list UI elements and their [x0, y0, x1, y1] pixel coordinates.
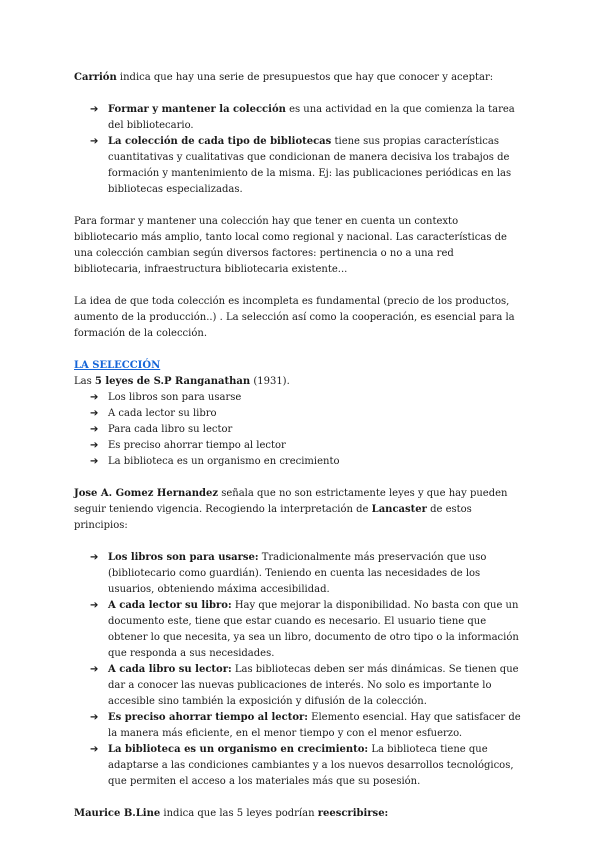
laws-intro: [74, 374, 522, 390]
interpretations-list: [74, 550, 522, 790]
list-item: [74, 438, 522, 454]
list-item: [74, 134, 522, 198]
arrow-icon: ➔: [90, 408, 99, 419]
arrow-icon: ➔: [90, 712, 99, 723]
bullet-term: La colección de cada tipo de bibliotecas: [108, 136, 332, 147]
law-text: Para cada libro su lector: [108, 424, 233, 435]
intro-paragraph: [74, 70, 522, 86]
list-item: [74, 662, 522, 710]
arrow-icon: ➔: [90, 456, 99, 467]
list-item: [74, 710, 522, 742]
law-text: La biblioteca es un organismo en crecimiento: [108, 456, 340, 467]
arrow-icon: ➔: [90, 600, 99, 611]
list-item: [74, 550, 522, 598]
gomez-text-end: de estos principios:: [74, 504, 472, 531]
interpretation-text: Hay que mejorar la disponibilidad. No basta con que un documento este, tiene que estar cuando es necesario. El usuario tiene que obtener lo que necesita, ya sea un libro, documento de otro tipo o la información que responda a sus necesidades.: [108, 600, 519, 659]
list-item: [74, 406, 522, 422]
list-item: [74, 598, 522, 662]
author-lancaster: Lancaster: [371, 504, 427, 515]
arrow-icon: ➔: [90, 552, 99, 563]
gomez-paragraph: [74, 486, 522, 534]
section-heading: LA SELECCIÓN: [74, 360, 161, 371]
interpretation-term: Los libros son para usarse:: [108, 552, 259, 563]
list-item: [74, 454, 522, 470]
bullet-text: tiene sus propias características cuantitativas y cualitativas que condicionan de manera decisiva los trabajos de formación y mantenimiento de la misma. Ej: las publicaciones periódicas en las bibliotecas especializadas.: [108, 136, 512, 195]
law-text: Los libros son para usarse: [108, 392, 242, 403]
interpretation-term: Es preciso ahorrar tiempo al lector:: [108, 712, 308, 723]
arrow-icon: ➔: [90, 744, 99, 755]
arrow-icon: ➔: [90, 424, 99, 435]
arrow-icon: ➔: [90, 664, 99, 675]
arrow-icon: ➔: [90, 440, 99, 451]
list-item: [74, 742, 522, 790]
law-text: A cada lector su libro: [108, 408, 217, 419]
author-maurice: Maurice B.Line: [74, 808, 161, 819]
list-item: [74, 390, 522, 406]
gomez-text: señala que no son estrictamente leyes y que hay pueden seguir teniendo vigencia. Recogiendo la interpretación de: [74, 488, 508, 515]
law-text: Es preciso ahorrar tiempo al lector: [108, 440, 286, 451]
laws-list: [74, 390, 522, 470]
intro-bullet-list: [74, 102, 522, 198]
interpretation-text: Elemento esencial. Hay que satisfacer de la manera más eficiente, en el menor tiempo y con el menor esfuerzo.: [108, 712, 521, 739]
author-gomez: Jose A. Gomez Hernandez: [74, 488, 219, 499]
maurice-paragraph: [74, 806, 522, 822]
bullet-term: Formar y mantener la colección: [108, 104, 286, 115]
interpretation-term: La biblioteca es un organismo en crecimiento:: [108, 744, 369, 755]
incomplete-paragraph: La idea de que toda colección es incompleta es fundamental (precio de los productos, aumento de la producción..) . La selección así como la cooperación, es esencial para la formación de la colección.: [74, 296, 515, 339]
list-item: [74, 422, 522, 438]
context-paragraph: Para formar y mantener una colección hay que tener en cuenta un contexto bibliotecario más amplio, tanto local como regional y nacional. Las características de una colección cambian según diversos factores: pertinencia o no a una red bibliotecaria, infraestructura bibliotecaria existente...: [74, 216, 507, 275]
interpretation-term: A cada libro su lector:: [108, 664, 232, 675]
laws-intro-pre: Las: [74, 376, 95, 387]
interpretation-text: Tradicionalmente más preservación que uso (bibliotecario como guardián). Teniendo en cuenta las necesidades de los usuarios, obteniendo máxima accesibilidad.: [108, 552, 487, 595]
laws-intro-bold: 5 leyes de S.P Ranganathan: [94, 376, 251, 387]
arrow-icon: ➔: [90, 104, 99, 115]
list-item: [74, 102, 522, 134]
arrow-icon: ➔: [90, 136, 99, 147]
interpretation-term: A cada lector su libro:: [108, 600, 232, 611]
bullet-text: es una actividad en la que comienza la tarea del bibliotecario.: [108, 104, 515, 131]
maurice-bold: reescribirse:: [317, 808, 389, 819]
interpretation-text: La biblioteca tiene que adaptarse a las condiciones cambiantes y a los nuevos desarrollos tecnológicos, que permiten el acceso a los materiales más que su posesión.: [108, 744, 514, 787]
interpretation-text: Las bibliotecas deben ser más dinámicas. Se tienen que dar a conocer las nuevas publicaciones de interés. No solo es importante lo accesible sino también la exposición y difusión de la colección.: [108, 664, 519, 707]
maurice-text: indica que las 5 leyes podrían: [160, 808, 318, 819]
author-carrion: Carrión: [74, 72, 117, 83]
intro-text: indica que hay una serie de presupuestos que hay que conocer y aceptar:: [116, 72, 494, 83]
laws-intro-post: (1931).: [250, 376, 290, 387]
arrow-icon: ➔: [90, 392, 99, 403]
